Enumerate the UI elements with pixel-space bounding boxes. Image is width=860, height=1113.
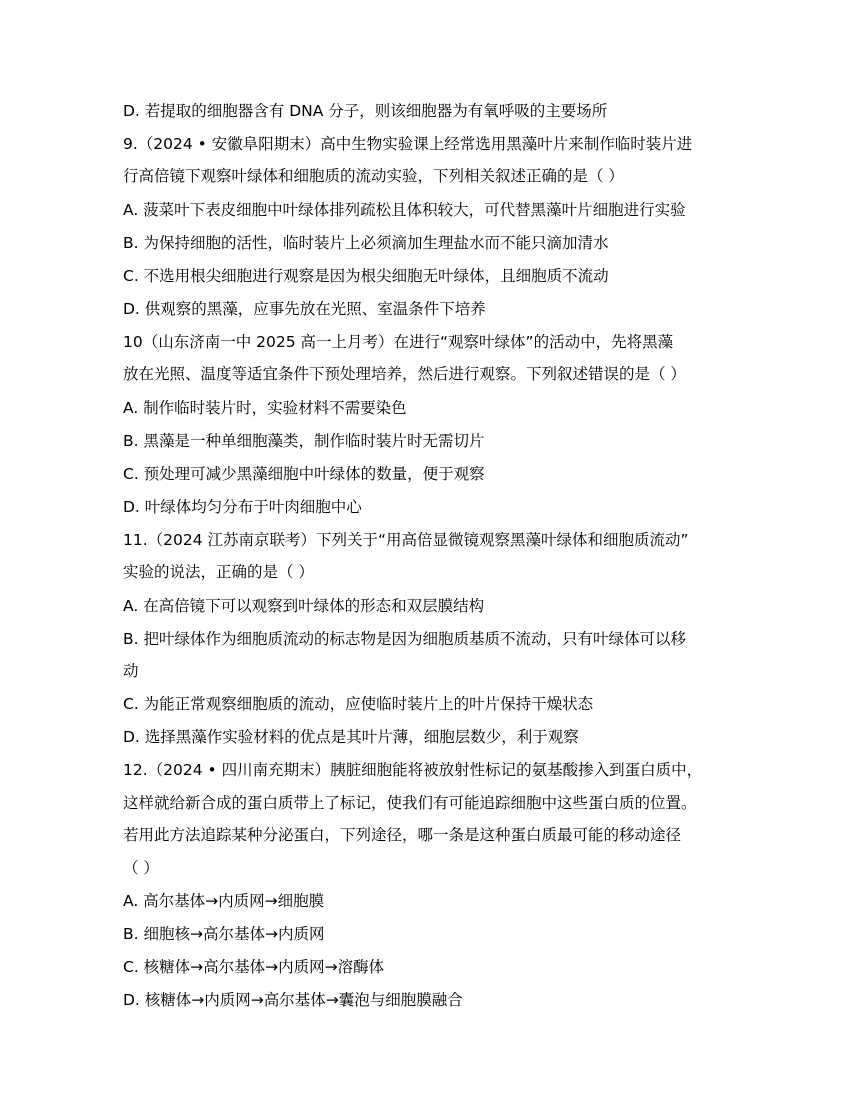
q10-stem-line-1: 10（山东济南一中 2025 高一上月考）在进行“观察叶绿体”的活动中，先将黑藻: [123, 333, 674, 351]
q11-stem-line-2: 实验的说法，正确的是（ ）: [123, 563, 314, 581]
q9-stem-line-1: 9.（2024 • 安徽阜阳期末）高中生物实验课上经常选用黑藻叶片来制作临时装片进: [123, 135, 693, 153]
q12-option-d: D. 核糖体→内质网→高尔基体→囊泡与细胞膜融合: [123, 991, 463, 1009]
q12-stem-line-2: 这样就给新合成的蛋白质带上了标记，使我们有可能追踪细胞中这些蛋白质的位置。: [123, 794, 697, 812]
q12-stem-line-3: 若用此方法追踪某种分泌蛋白，下列途径，哪一条是这种蛋白质最可能的移动途径: [123, 826, 682, 844]
q10-option-c: C. 预处理可减少黑藻细胞中叶绿体的数量，便于观察: [123, 465, 485, 483]
q11-option-b-line-2: 动: [123, 662, 139, 680]
q9-option-c: C. 不选用根尖细胞进行观察是因为根尖细胞无叶绿体，且细胞质不流动: [123, 267, 609, 285]
q11-option-d: D. 选择黑藻作实验材料的优点是其叶片薄，细胞层数少，利于观察: [123, 728, 579, 746]
q11-option-a: A. 在高倍镜下可以观察到叶绿体的形态和双层膜结构: [123, 597, 485, 615]
q11-option-c: C. 为能正常观察细胞质的流动，应使临时装片上的叶片保持干燥状态: [123, 695, 594, 713]
q10-option-d: D. 叶绿体均匀分布于叶肉细胞中心: [123, 498, 362, 516]
q12-option-c: C. 核糖体→高尔基体→内质网→溶酶体: [123, 958, 385, 976]
q12-option-b: B. 细胞核→高尔基体→内质网: [123, 925, 325, 943]
q10-option-b: B. 黑藻是一种单细胞藻类，制作临时装片时无需切片: [123, 432, 485, 450]
q12-stem-line-1: 12.（2024 • 四川南充期末）胰脏细胞能将被放射性标记的氨基酸掺入到蛋白质中，: [123, 761, 703, 779]
q9-option-b: B. 为保持细胞的活性，临时装片上必须滴加生理盐水而不能只滴加清水: [123, 234, 609, 252]
q9-option-d: D. 供观察的黑藻，应事先放在光照、室温条件下培养: [123, 300, 486, 318]
q12-option-a: A. 高尔基体→内质网→细胞膜: [123, 892, 325, 910]
q9-option-a: A. 菠菜叶下表皮细胞中叶绿体排列疏松且体积较大，可代替黑藻叶片细胞进行实验: [123, 201, 686, 219]
q10-option-a: A. 制作临时装片时，实验材料不需要染色: [123, 399, 407, 417]
q11-option-b-line-1: B. 把叶绿体作为细胞质流动的标志物是因为细胞质基质不流动，只有叶绿体可以移: [123, 630, 686, 648]
q11-stem-line-1: 11.（2024 江苏南京联考）下列关于“用高倍显微镜观察黑藻叶绿体和细胞质流动”: [123, 531, 689, 549]
q10-stem-line-2: 放在光照、温度等适宜条件下预处理培养，然后进行观察。下列叙述错误的是（ ）: [123, 365, 686, 383]
q9-stem-line-2: 行高倍镜下观察叶绿体和细胞质的流动实验，下列相关叙述正确的是（ ）: [123, 167, 624, 185]
q12-stem-line-4: （ ）: [123, 859, 159, 877]
q8-option-d: D. 若提取的细胞器含有 DNA 分子，则该细胞器为有氧呼吸的主要场所: [123, 102, 608, 120]
